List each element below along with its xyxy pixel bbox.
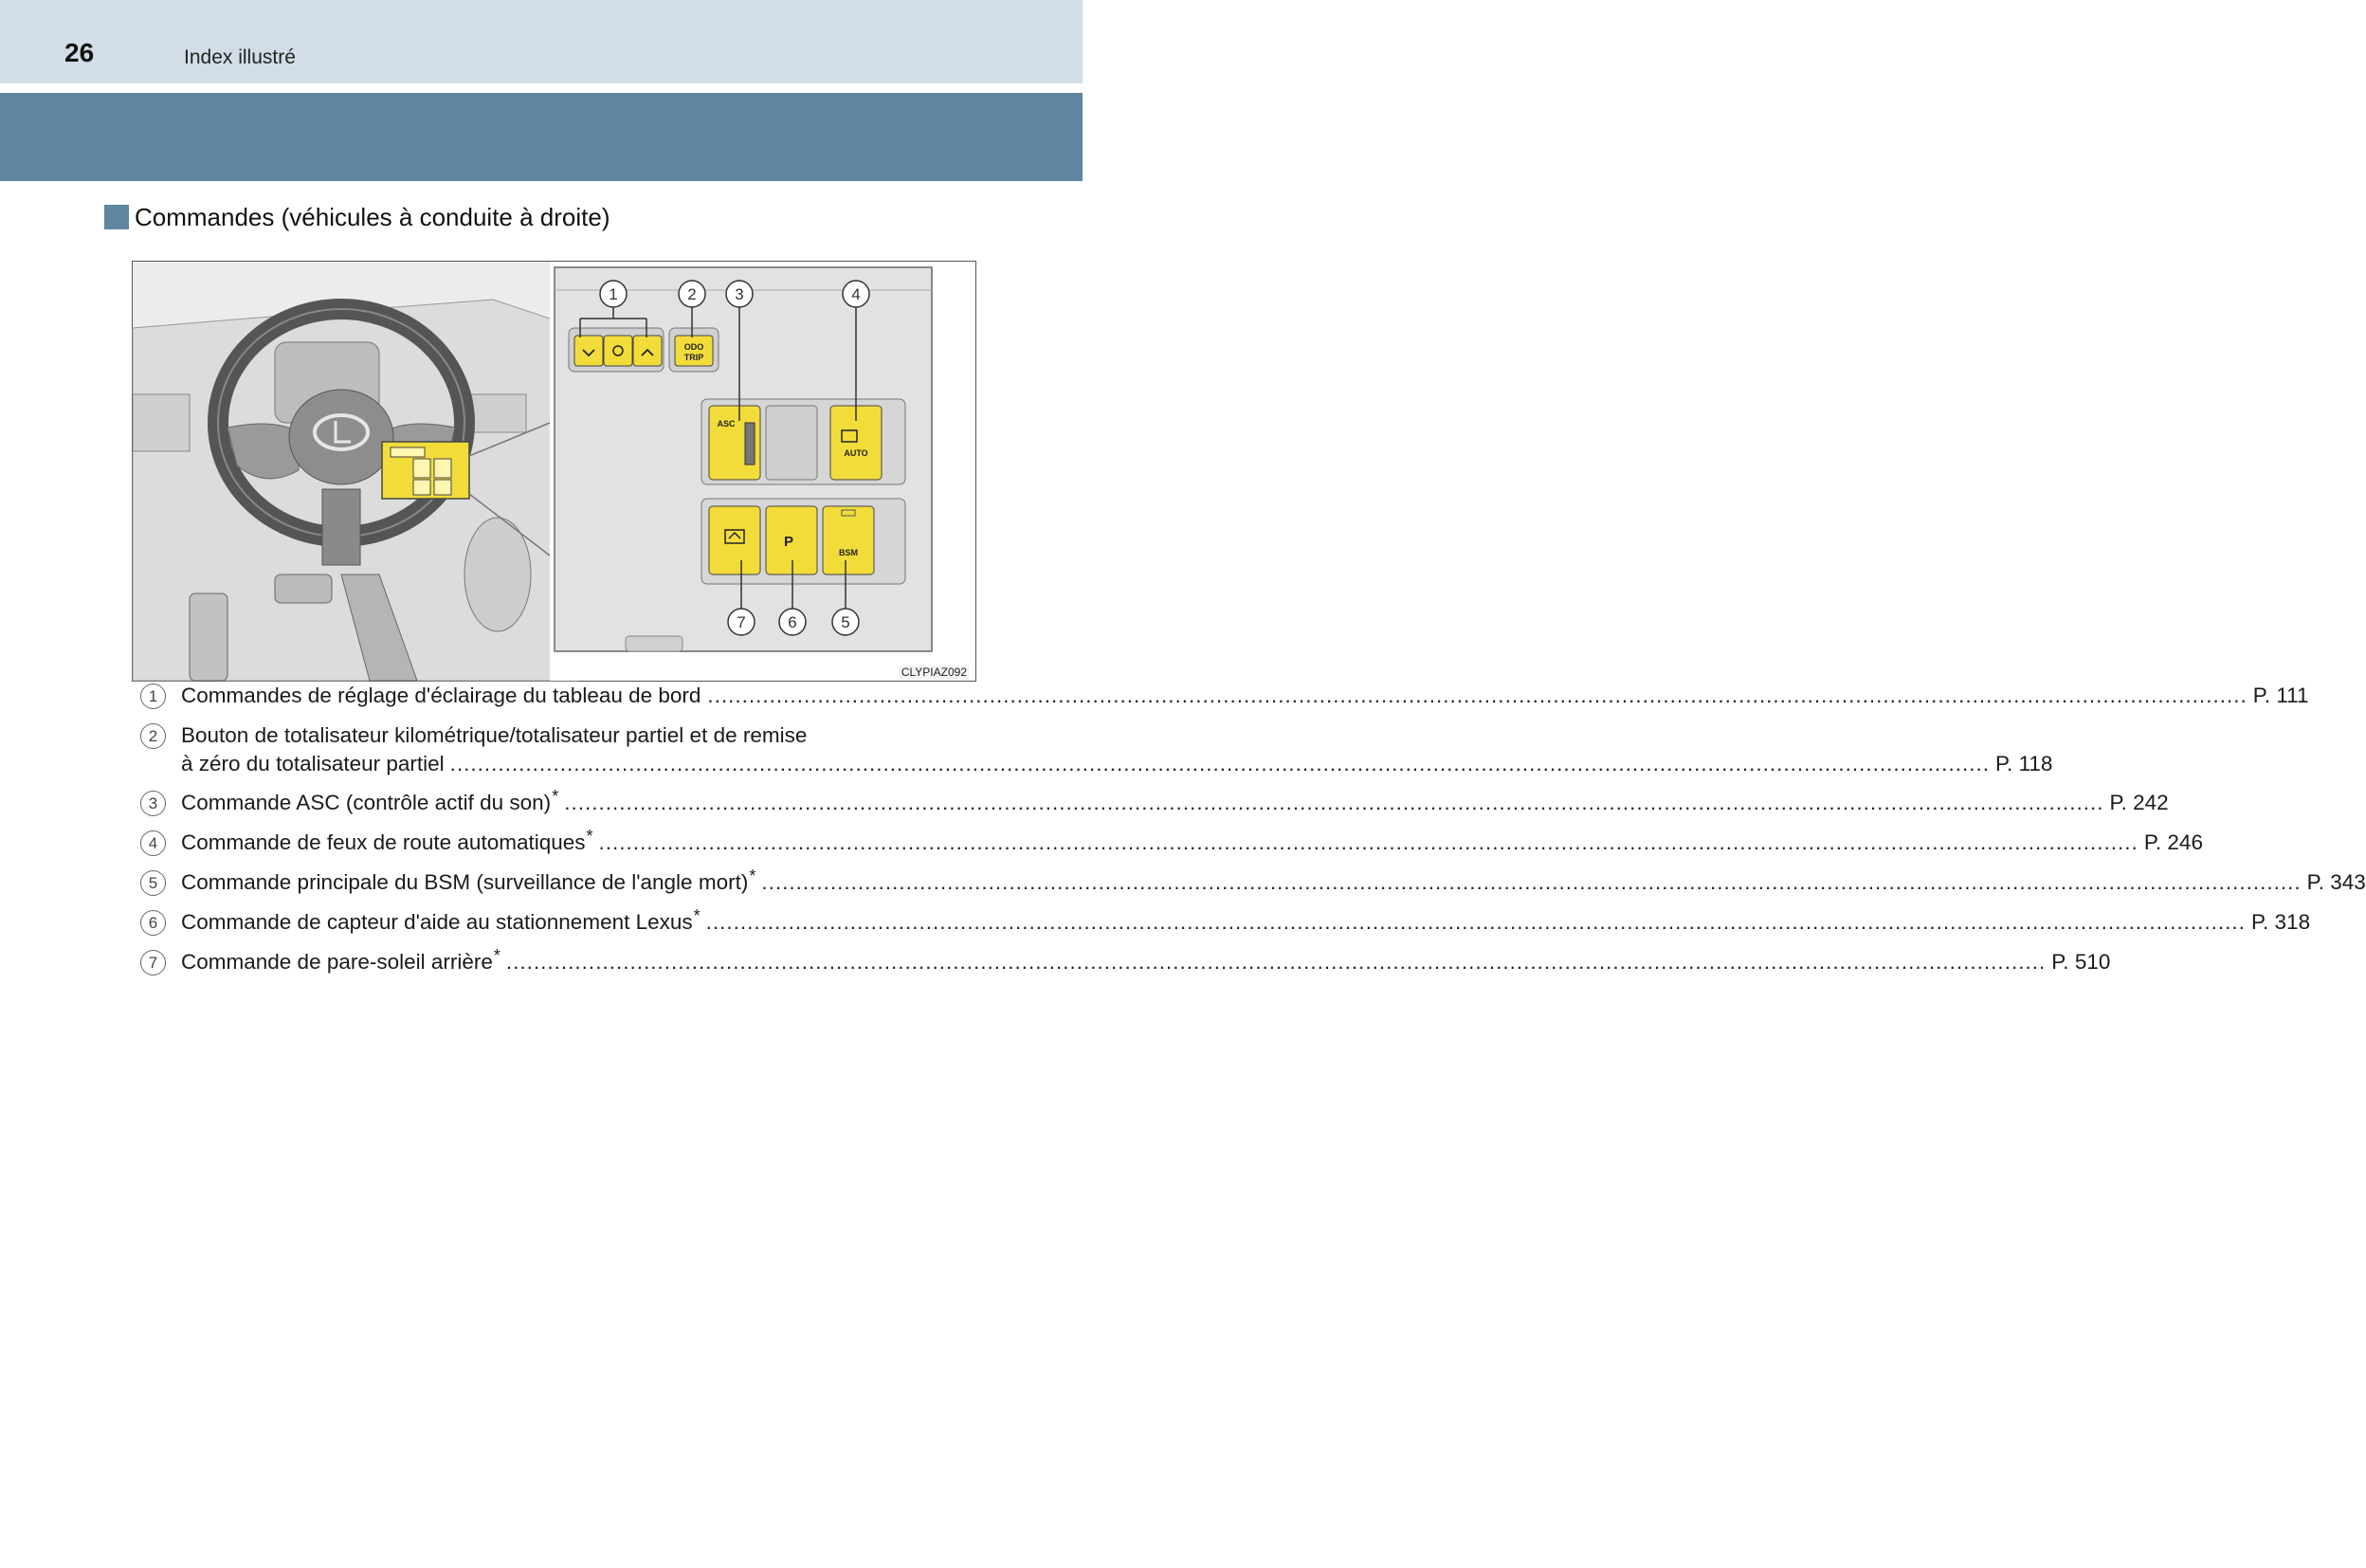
- item-number: 6: [140, 910, 166, 936]
- callout-2: 2: [687, 285, 697, 303]
- item-label: Commande de feux de route automatiques: [181, 830, 586, 854]
- trip-label: TRIP: [683, 353, 704, 362]
- item-label: Bouton de totalisateur kilométrique/totalisateur partiel et de remise: [181, 723, 808, 747]
- auto-label: AUTO: [844, 448, 868, 458]
- item-star: *: [749, 866, 756, 885]
- item-number: 5: [140, 870, 166, 896]
- list-item: [140, 827, 2203, 858]
- item-list: [140, 682, 2366, 988]
- header-band: [0, 0, 1083, 83]
- list-item: [140, 946, 2111, 977]
- page-number: 26: [64, 38, 95, 67]
- header-color-band: [0, 93, 1083, 181]
- item-star: *: [552, 787, 559, 806]
- park-label: P: [783, 534, 794, 550]
- page-reference: P. 318: [2250, 910, 2311, 934]
- page-reference: P. 246: [2143, 830, 2203, 854]
- page-reference: P. 111: [2252, 684, 2309, 707]
- callout-6: 6: [788, 613, 797, 631]
- list-item: [140, 906, 2311, 938]
- list-item: [140, 866, 2366, 898]
- figure-code: CLYPIAZ092: [901, 665, 967, 679]
- item-number: 4: [140, 830, 166, 856]
- item-label-continued: à zéro du totalisateur partiel: [181, 752, 445, 775]
- page-reference: P. 510: [2051, 950, 2111, 974]
- page-reference: P. 343: [2306, 870, 2366, 894]
- heading-text: Commandes (véhicules à conduite à droite): [135, 202, 610, 231]
- item-star: *: [693, 906, 701, 925]
- list-item: [140, 787, 2169, 818]
- bsm-label: BSM: [839, 548, 858, 557]
- heading-square-icon: [104, 205, 129, 229]
- list-item: [140, 682, 2309, 711]
- illustration-drawing: [133, 262, 975, 681]
- callout-1: 1: [609, 285, 618, 303]
- item-label: Commande de pare-soleil arrière: [181, 950, 493, 974]
- item-star: *: [493, 946, 500, 965]
- section-title: Index illustré: [184, 46, 296, 68]
- odo-label: ODO: [683, 342, 704, 352]
- asc-label: ASC: [717, 419, 736, 428]
- dot-leader: [707, 682, 2247, 710]
- dot-leader: [450, 750, 1990, 778]
- callout-3: 3: [735, 285, 744, 303]
- item-number: 1: [140, 684, 166, 709]
- item-number: 2: [140, 723, 166, 749]
- dot-leader: [761, 868, 2301, 897]
- callout-5: 5: [841, 613, 850, 631]
- list-item: [140, 721, 2053, 778]
- callout-7: 7: [737, 613, 746, 631]
- dot-leader: [599, 829, 2138, 857]
- item-label: Commande de capteur d'aide au stationnement Lexus: [181, 910, 693, 934]
- page-reference: P. 242: [2109, 791, 2169, 814]
- item-number: 7: [140, 950, 166, 975]
- page-reference: P. 118: [1994, 752, 2053, 775]
- dot-leader: [564, 789, 2103, 817]
- callout-4: 4: [851, 285, 861, 303]
- section-heading: [104, 203, 610, 231]
- item-star: *: [586, 827, 593, 846]
- dot-leader: [706, 908, 2246, 937]
- item-number: 3: [140, 791, 166, 816]
- item-label: Commande principale du BSM (surveillance de l'angle mort): [181, 870, 749, 894]
- item-label: Commande ASC (contrôle actif du son): [181, 791, 552, 814]
- controls-illustration: [132, 261, 976, 682]
- item-label: Commandes de réglage d'éclairage du tableau de bord: [181, 684, 701, 707]
- dot-leader: [506, 948, 2046, 976]
